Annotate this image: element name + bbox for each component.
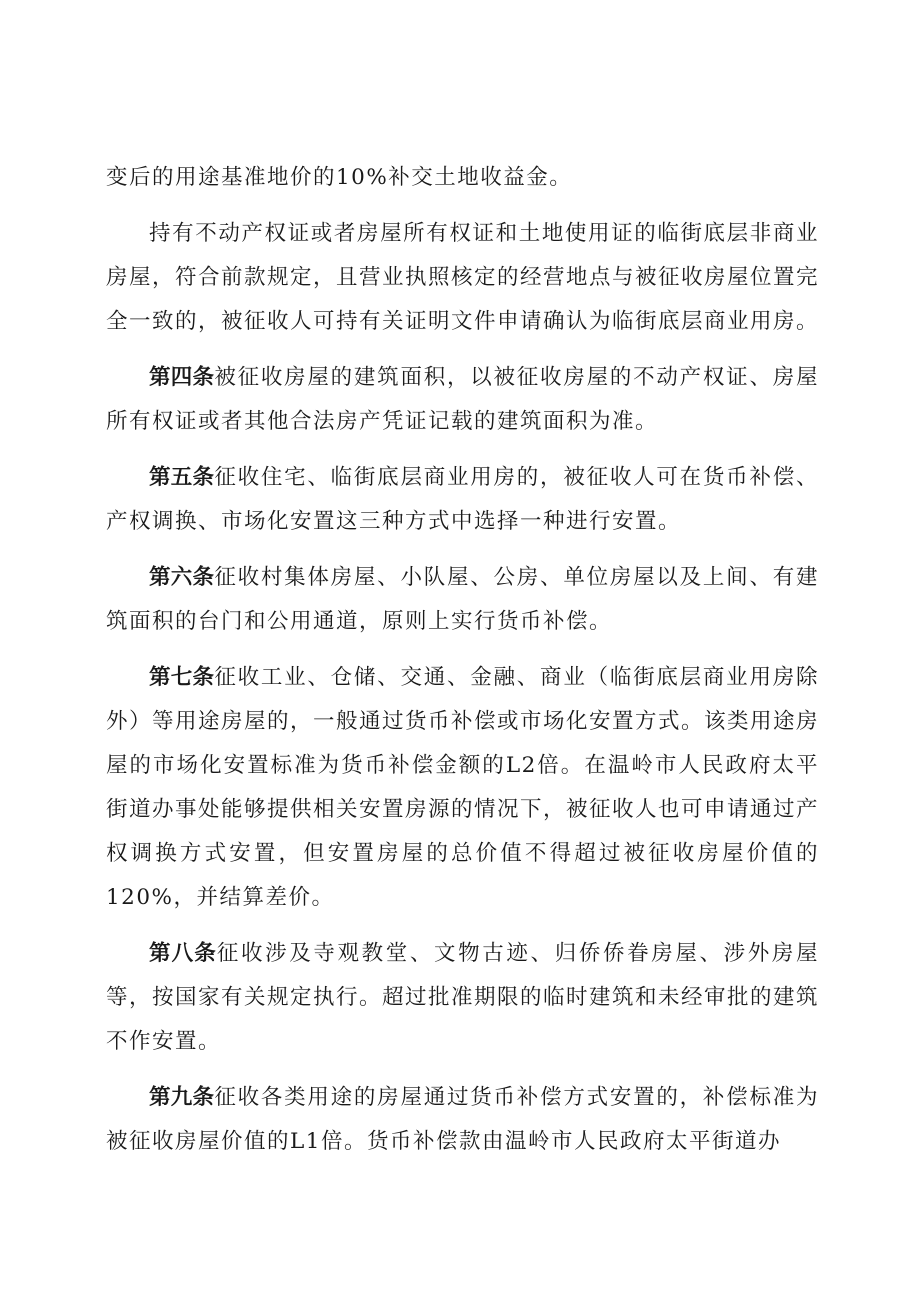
article-label: 第五条 [149,465,215,490]
paragraph-continuation [106,156,819,200]
paragraph-text: 变后的用途基准地价的10%补交土地收益金。 [106,165,573,190]
article-text: 征收涉及寺观教堂、文物古迹、归侨侨眷房屋、涉外房屋等，按国家有关规定执行。超过批准期限的临时建筑和未经审批的建筑不作安置。 [106,941,820,1054]
article-5 [106,456,819,544]
article-text: 征收村集体房屋、小队屋、公房、单位房屋以及上间、有建筑面积的台门和公用通道，原则上实行货币补偿。 [106,565,819,634]
document-page [106,156,819,1176]
article-9 [106,1076,819,1164]
article-text: 征收住宅、临街底层商业用房的，被征收人可在货币补偿、产权调换、市场化安置这三种方式中选择一种进行安置。 [106,465,819,534]
article-text: 征收各类用途的房屋通过货币补偿方式安置的，补偿标准为被征收房屋价值的L1倍。货币补偿款由温岭市人民政府太平街道办 [106,1085,819,1154]
article-4 [106,356,819,444]
article-label: 第六条 [149,565,215,590]
article-text: 征收工业、仓储、交通、金融、商业（临街底层商业用房除外）等用途房屋的，一般通过货币补偿或市场化安置方式。该类用途房屋的市场化安置标准为货币补偿金额的L2倍。在温岭市人民政府太平街道办事处能够提供相关安置房源的情况下，被征收人也可申请通过产权调换方式安置，但安置房屋的总价值不得超过被征收房屋价值的120%，并结算差价。 [106,665,820,910]
article-6 [106,556,819,644]
article-label: 第八条 [149,941,217,966]
paragraph-text: 持有不动产权证或者房屋所有权证和土地使用证的临街底层非商业房屋，符合前款规定，且营业执照核定的经营地点与被征收房屋位置完全一致的，被征收人可持有关证明文件申请确认为临街底层商业用房。 [106,221,820,334]
paragraph-street-shop-confirmation [106,212,819,344]
article-8 [106,932,819,1064]
article-7 [106,656,819,920]
article-label: 第九条 [149,1085,215,1110]
article-label: 第四条 [149,365,215,390]
article-label: 第七条 [149,665,215,690]
article-text: 被征收房屋的建筑面积，以被征收房屋的不动产权证、房屋所有权证或者其他合法房产凭证记载的建筑面积为准。 [106,365,819,434]
